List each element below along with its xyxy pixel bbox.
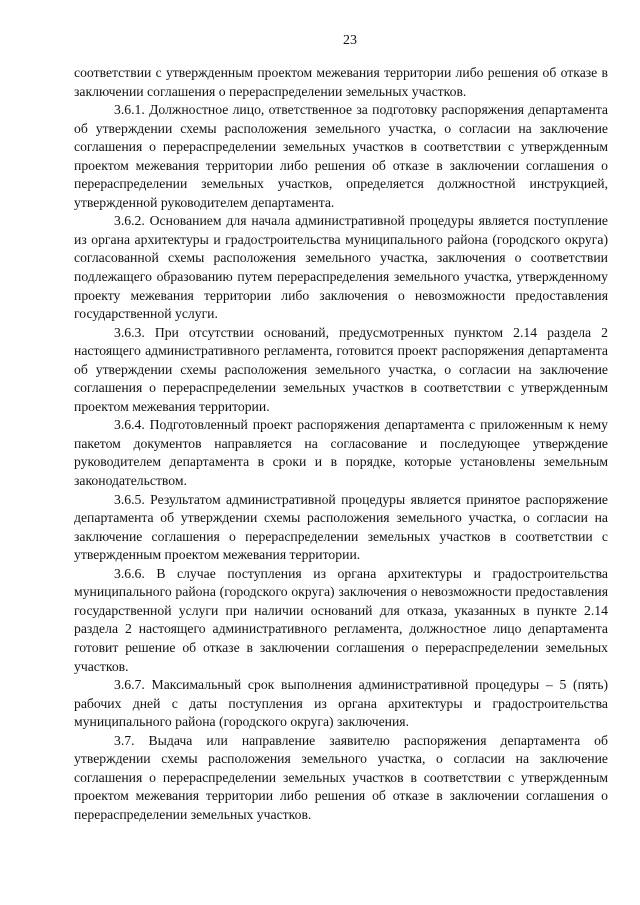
paragraph-3-6-3: 3.6.3. При отсутствии оснований, предусмотренных пунктом 2.14 раздела 2 настоящего административного регламента, готовится проект распоряжения департамента об утверждении схемы расположения земельного участка, о согласии на заключение соглашения о перераспределении земельных участков в соответствии с утвержденным проектом межевания территории. (74, 324, 608, 414)
paragraph-3-6-6: 3.6.6. В случае поступления из органа архитектуры и градостроительства муниципального района (городского округа) заключения о невозможности предоставления государственной услуги при наличии оснований для отказа, указанных в пункте 2.14 раздела 2 настоящего административного регламента, должностное лицо департамента готовит решение об отказе в заключении соглашения о перераспределении земельных участков. (74, 565, 608, 674)
paragraph-3-6-4: 3.6.4. Подготовленный проект распоряжения департамента с приложенным к нему пакетом документов направляется на согласование и последующее утверждение руководителем департамента в сроки и в порядке, которые установлены земельным законодательством. (74, 417, 608, 489)
paragraph-3-6-2: 3.6.2. Основанием для начала административной процедуры является поступление из органа архитектуры и градостроительства муниципального района (городского округа) согласованной схемы расположения земельного участка, заключения о соответствии подлежащего образованию путем перераспределения земельного участка, утвержденному проекту межевания территории либо заключения о невозможности предоставления государственной услуги. (74, 213, 608, 322)
paragraph-3-6-5: 3.6.5. Результатом административной процедуры является принятое распоряжение департамента об утверждении схемы расположения земельного участка, о согласии на заключение соглашения о перераспределении земельных участков в соответствии с утвержденным проектом межевания территории. (74, 491, 608, 563)
page-number: 23 (343, 33, 357, 48)
paragraph-3-7: 3.7. Выдача или направление заявителю распоряжения департамента об утверждении схемы расположения земельного участка, о согласии на заключение соглашения о перераспределении земельных участков в соответствии с утвержденным проектом межевания территории либо решения об отказе в заключении соглашения о перераспределении земельных участков. (74, 732, 608, 822)
paragraph-3-6-1: 3.6.1. Должностное лицо, ответственное за подготовку распоряжения департамента об утверждении схемы расположения земельного участка, о согласии на заключение соглашения о перераспределении земельных участков в соответствии с утвержденным проектом межевания территории либо решения об отказе в заключении соглашения о перераспределении земельных участков, определяется должностной инструкцией, утвержденной руководителем департамента. (74, 102, 608, 210)
paragraph-3-6-7: 3.6.7. Максимальный срок выполнения административной процедуры – 5 (пять) рабочих дней с даты поступления из органа архитектуры и градостроительства муниципального района (городского округа) заключения. (74, 677, 608, 730)
paragraph-continuation: соответствии с утвержденным проектом межевания территории либо решения об отказе в заключении соглашения о перераспределении земельных участков. (74, 65, 608, 99)
